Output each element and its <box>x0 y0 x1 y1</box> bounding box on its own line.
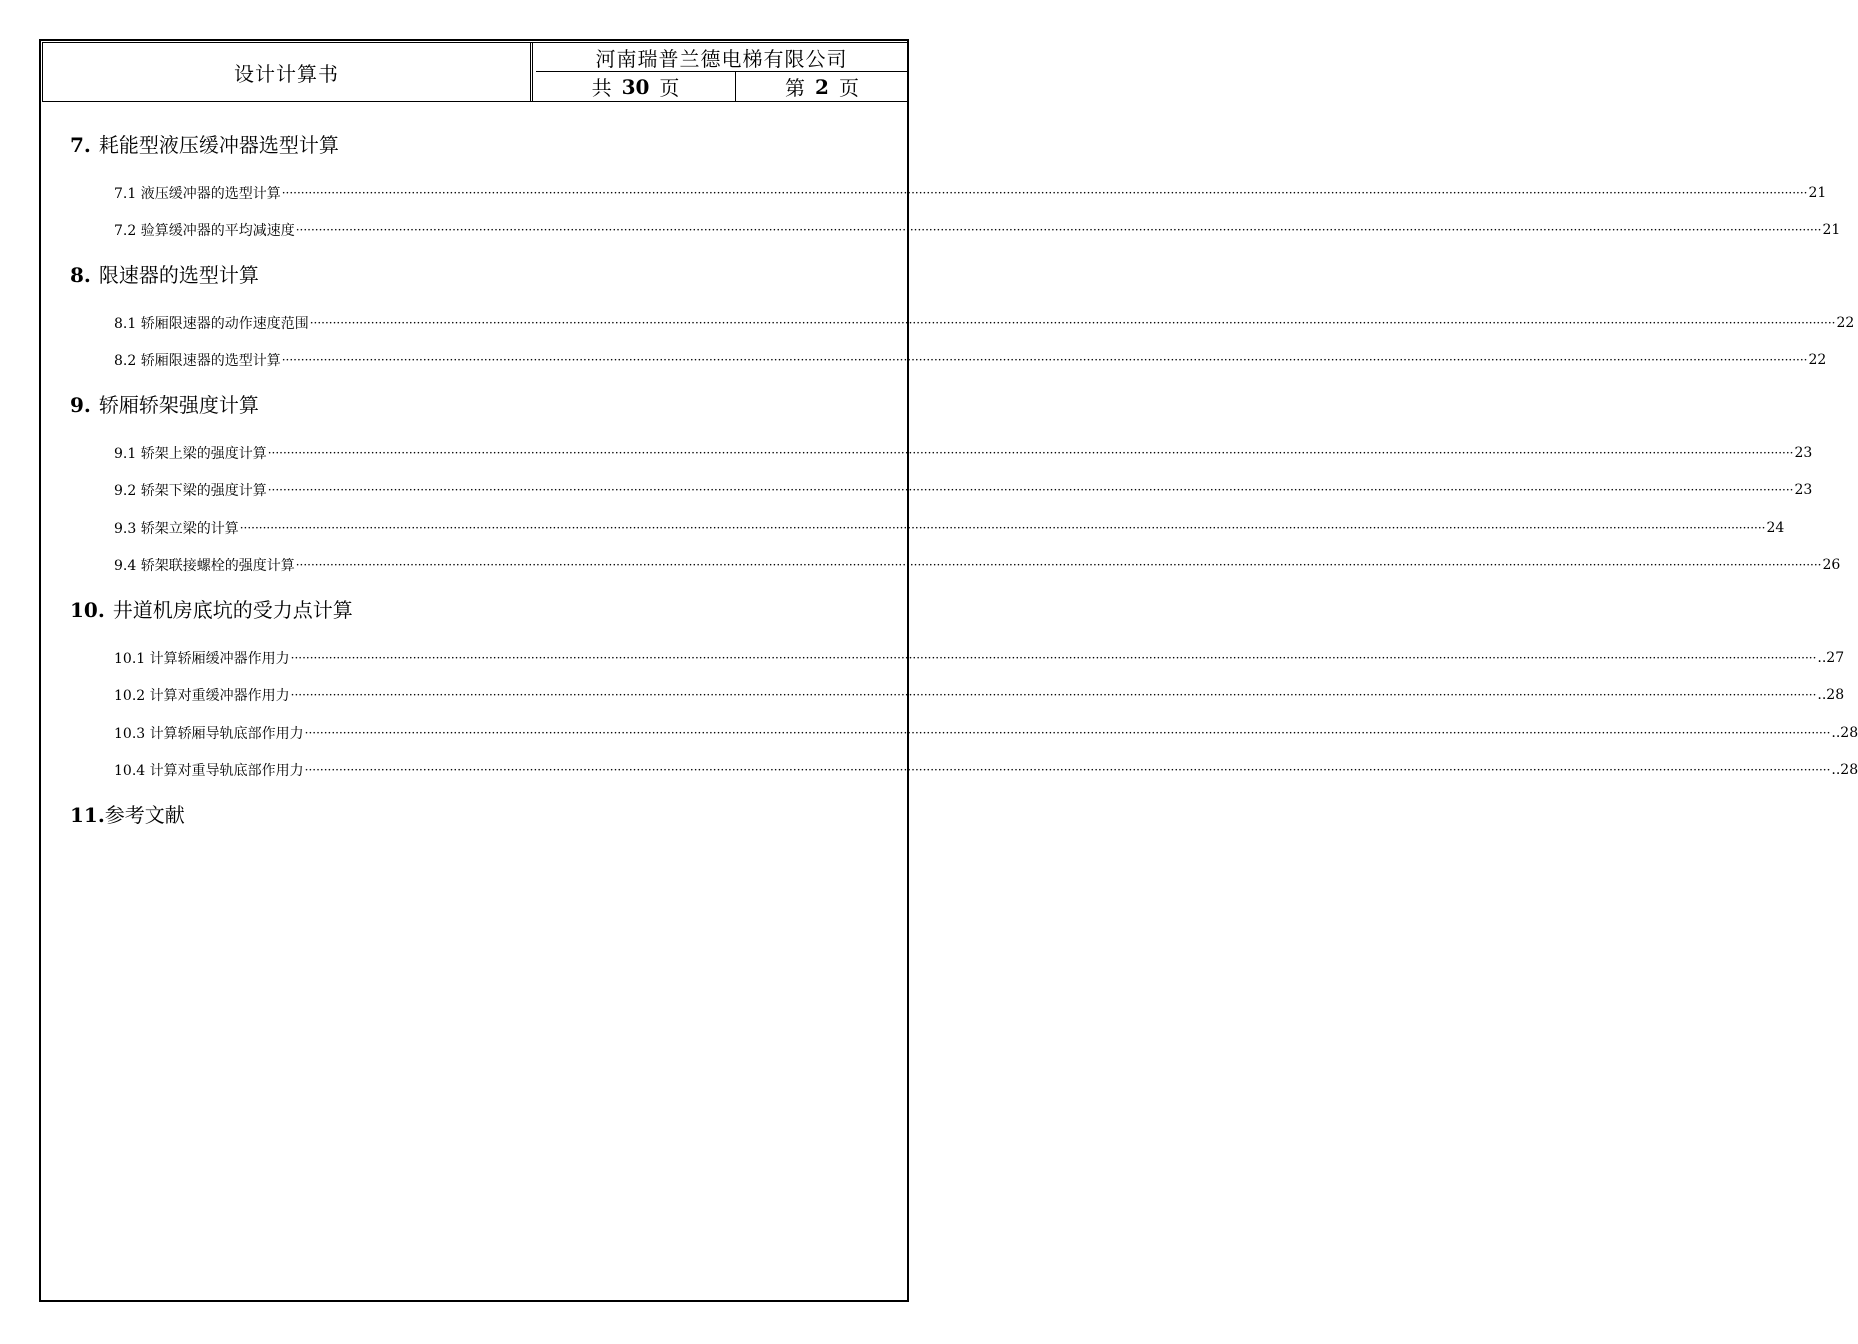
toc-entry-page: 22 <box>1836 314 1855 331</box>
dot-leader: ················································································································································································································································································································································································································ <box>281 353 1808 368</box>
toc-subsection-list <box>70 174 1841 249</box>
dot-leader: ················································································································································································································································································································································································································ <box>304 763 1831 778</box>
current-page-suffix: 页 <box>838 76 859 100</box>
dot-leader: ················································································································································································································································································································································································································ <box>290 688 1817 703</box>
toc-entry-page: 23 <box>1794 444 1813 461</box>
toc-entry-page: 26 <box>1822 557 1841 574</box>
dot-leader: ················································································································································································································································································································································································································ <box>295 558 1822 573</box>
toc-section-number: 10. <box>70 598 105 622</box>
toc-section-title: 参考文献 <box>104 803 185 827</box>
toc-entry-page: ..28 <box>1817 687 1845 704</box>
toc-entry-label: 7.2 验算缓冲器的平均减速度 <box>114 223 295 240</box>
toc-section-heading[interactable] <box>70 795 840 835</box>
header-table <box>42 42 908 102</box>
total-pages <box>536 72 736 101</box>
dot-leader: ················································································································································································································································································································································································································ <box>290 650 1817 665</box>
toc-entry-label: 9.4 轿架联接螺栓的强度计算 <box>114 558 295 575</box>
toc-section-heading[interactable] <box>70 385 840 425</box>
toc-subsection-list <box>70 639 1858 789</box>
toc-subsection-list <box>70 434 1841 584</box>
toc-entry-page: 21 <box>1808 184 1827 201</box>
dot-leader: ················································································································································································································································································································································································································ <box>267 483 1794 498</box>
dot-leader: ················································································································································································································································································································································································································ <box>309 315 1836 330</box>
toc-entry[interactable] <box>114 752 1858 790</box>
toc-entry-label: 9.3 轿架立梁的计算 <box>114 520 239 537</box>
toc-entry[interactable] <box>114 639 1845 677</box>
dot-leader: ················································································································································································································································································································································································································ <box>295 223 1822 238</box>
toc-entry-label: 10.3 计算轿厢导轨底部作用力 <box>114 725 304 742</box>
dot-leader: ················································································································································································································································································································································································································ <box>304 725 1831 740</box>
toc-entry[interactable] <box>114 677 1845 715</box>
toc-entry-label: 7.1 液压缓冲器的选型计算 <box>114 185 281 202</box>
toc-section-title: 耗能型液压缓冲器选型计算 <box>98 133 339 157</box>
company-name: 河南瑞普兰德电梯有限公司 <box>536 43 907 72</box>
toc-entry-label: 9.2 轿架下梁的强度计算 <box>114 483 267 500</box>
toc-section-title: 轿厢轿架强度计算 <box>98 393 259 417</box>
toc-entry[interactable] <box>114 434 1813 472</box>
toc-entry-page: ..28 <box>1831 724 1858 741</box>
toc-entry-page: ..27 <box>1817 649 1845 666</box>
toc-entry-page: 24 <box>1766 519 1785 536</box>
toc-section-number: 9. <box>70 393 91 417</box>
toc-section-number: 11. <box>70 803 105 827</box>
toc-entry[interactable] <box>114 714 1858 752</box>
toc-entry[interactable] <box>114 304 1855 342</box>
table-of-contents <box>70 125 1858 835</box>
dot-leader: ················································································································································································································································································································································································································ <box>281 185 1808 200</box>
toc-entry-page: 21 <box>1822 222 1841 239</box>
total-pages-prefix: 共 <box>591 76 612 100</box>
toc-section-title: 限速器的选型计算 <box>98 263 259 287</box>
current-page-prefix: 第 <box>785 76 806 100</box>
toc-entry-label: 8.1 轿厢限速器的动作速度范围 <box>114 315 309 332</box>
toc-entry[interactable] <box>114 472 1813 510</box>
toc-entry-label: 10.1 计算轿厢缓冲器作用力 <box>114 650 290 667</box>
toc-entry[interactable] <box>114 174 1827 212</box>
current-page <box>737 72 907 101</box>
toc-section-heading[interactable] <box>70 590 840 630</box>
toc-section-number: 8. <box>70 263 91 287</box>
toc-entry-page: ..28 <box>1831 762 1858 779</box>
document-header <box>39 39 911 105</box>
toc-entry[interactable] <box>114 509 1785 547</box>
toc-section-heading[interactable] <box>70 255 840 295</box>
toc-entry-label: 8.2 轿厢限速器的选型计算 <box>114 353 281 370</box>
toc-entry-page: 22 <box>1808 352 1827 369</box>
current-page-value: 2 <box>815 74 829 99</box>
dot-leader: ················································································································································································································································································································································································································ <box>239 520 1766 535</box>
total-pages-value: 30 <box>621 74 650 99</box>
toc-entry-label: 10.4 计算对重导轨底部作用力 <box>114 763 304 780</box>
toc-entry-page: 23 <box>1794 482 1813 499</box>
toc-entry[interactable] <box>114 547 1841 585</box>
document-title: 设计计算书 <box>43 43 533 101</box>
toc-entry[interactable] <box>114 212 1841 250</box>
toc-entry-label: 9.1 轿架上梁的强度计算 <box>114 445 267 462</box>
toc-section-heading[interactable] <box>70 125 840 165</box>
toc-section-number: 7. <box>70 133 91 157</box>
dot-leader: ················································································································································································································································································································································································································ <box>267 445 1794 460</box>
toc-entry-label: 10.2 计算对重缓冲器作用力 <box>114 688 290 705</box>
toc-section-title: 井道机房底坑的受力点计算 <box>112 598 353 622</box>
total-pages-suffix: 页 <box>659 76 680 100</box>
toc-entry[interactable] <box>114 342 1827 380</box>
toc-subsection-list <box>70 304 1855 379</box>
